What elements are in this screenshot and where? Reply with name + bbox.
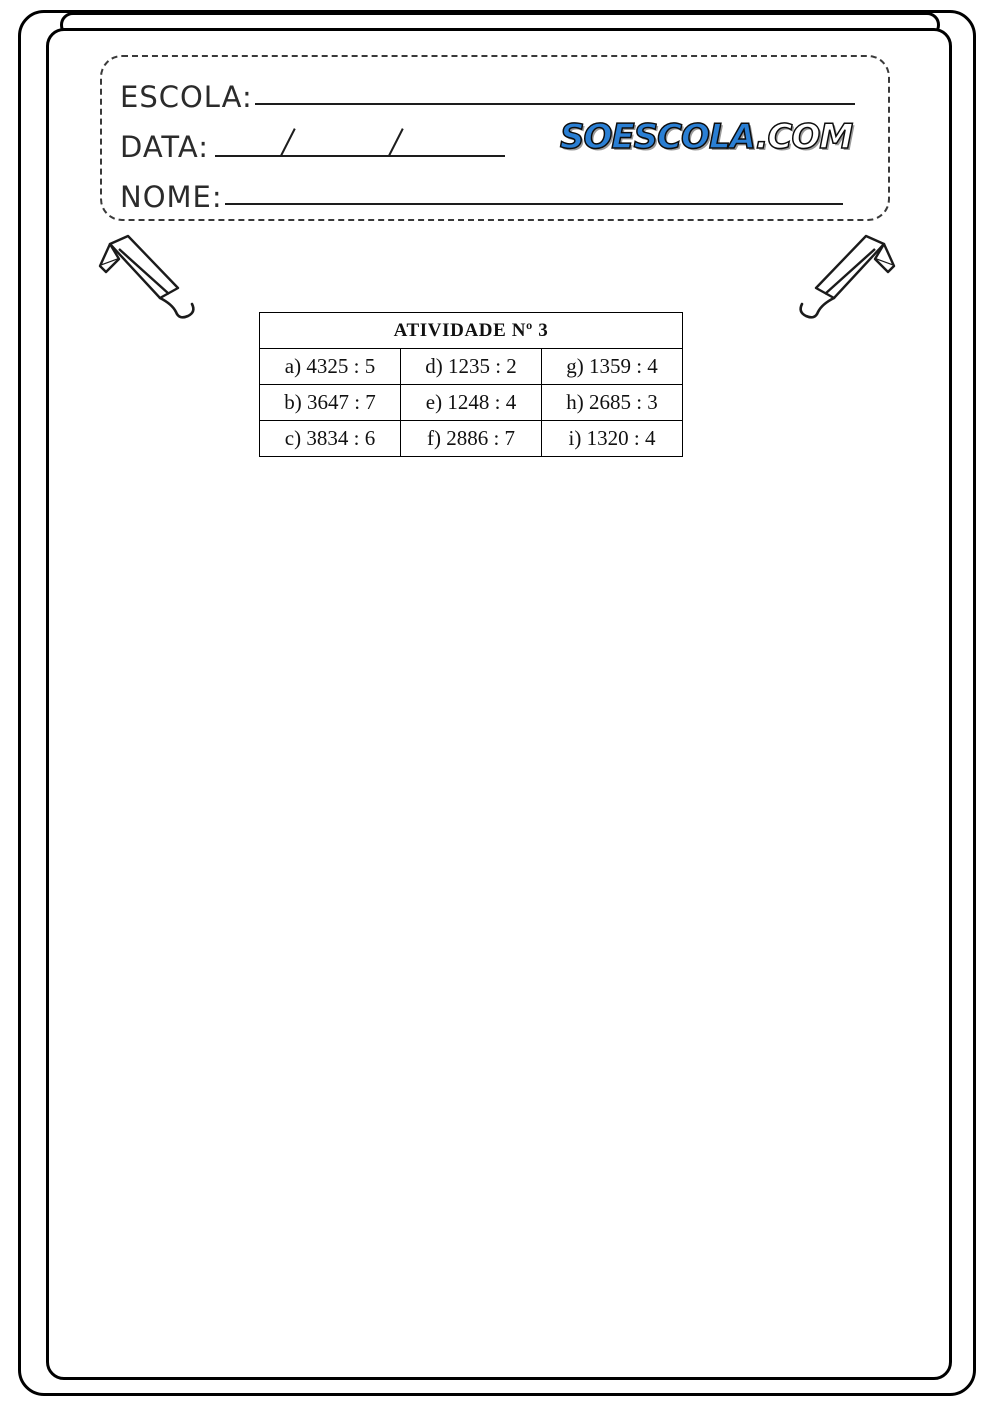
logo-text-suffix: .COM xyxy=(755,117,853,157)
exercise-cell: d) 1235 : 2 xyxy=(401,349,542,385)
school-label: ESCOLA: xyxy=(120,80,253,114)
exercise-cell: a) 4325 : 5 xyxy=(260,349,401,385)
school-field-row xyxy=(120,75,855,119)
name-write-line[interactable] xyxy=(225,203,843,205)
name-label: NOME: xyxy=(120,180,223,214)
date-write-line xyxy=(215,155,505,157)
exercise-cell: c) 3834 : 6 xyxy=(260,421,401,457)
activity-title: ATIVIDADE Nº 3 xyxy=(260,313,683,349)
page-inner-frame xyxy=(46,28,952,1380)
exercise-cell: e) 1248 : 4 xyxy=(401,385,542,421)
pencil-icon xyxy=(782,232,902,322)
date-label: DATA: xyxy=(120,130,209,164)
date-separator-slash-icon xyxy=(280,128,295,156)
school-write-line[interactable] xyxy=(255,103,855,105)
table-header-row xyxy=(260,313,683,349)
logo-text-primary: SOESCOLA xyxy=(560,117,756,157)
table-row xyxy=(260,421,683,457)
table-row xyxy=(260,385,683,421)
pencil-icon xyxy=(92,232,212,322)
date-separator-slash-icon xyxy=(388,128,403,156)
exercise-cell: h) 2685 : 3 xyxy=(542,385,683,421)
site-logo xyxy=(560,117,852,157)
date-write-area[interactable] xyxy=(215,125,505,169)
date-field-row xyxy=(120,125,505,169)
exercise-cell: i) 1320 : 4 xyxy=(542,421,683,457)
name-field-row xyxy=(120,175,843,219)
exercise-cell: b) 3647 : 7 xyxy=(260,385,401,421)
exercise-cell: g) 1359 : 4 xyxy=(542,349,683,385)
exercise-cell: f) 2886 : 7 xyxy=(401,421,542,457)
table-row xyxy=(260,349,683,385)
activity-table xyxy=(259,312,683,457)
